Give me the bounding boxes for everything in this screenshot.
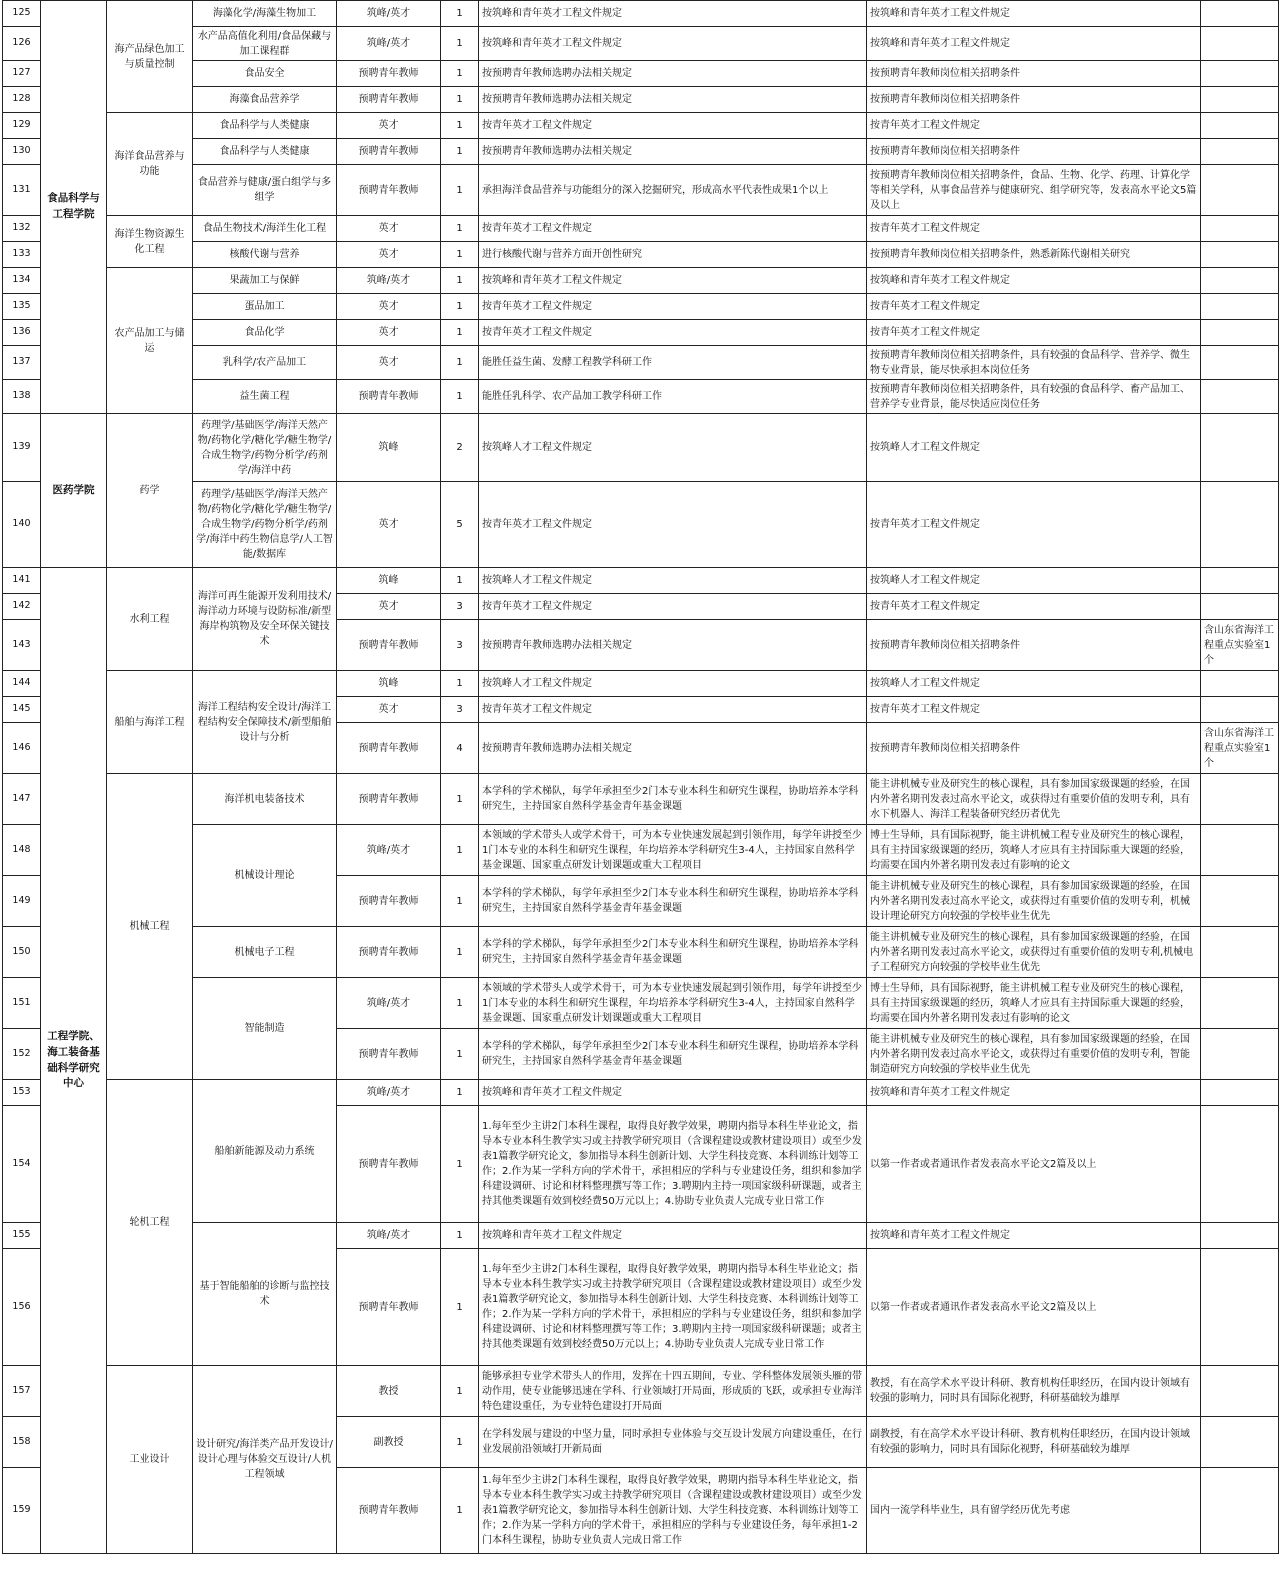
position-type: 英才	[337, 113, 441, 139]
table-row	[3, 139, 1279, 165]
position-type: 预聘青年教师	[337, 87, 441, 113]
remarks	[1201, 1029, 1279, 1080]
row-number: 130	[3, 139, 41, 165]
job-requirements: 按筑峰和青年英才工程文件规定	[867, 268, 1201, 294]
position-count: 2	[441, 414, 479, 482]
research-direction: 果蔬加工与保鲜	[193, 268, 337, 294]
row-number: 150	[3, 927, 41, 978]
job-duties: 按青年英才工程文件规定	[479, 594, 867, 620]
job-duties: 1.每年至少主讲2门本科生课程，取得良好教学效果，聘期内指导本科生毕业论文，指导本专业本科生教学实习或主持教学研究项目（含课程建设或教材建设项目）或至少发表1篇教学研究论文，参加指导本科生创新计划、大学生科技竞赛、本科训练计划等工作；2.作为某一学科方向的学术骨干，承担相应的学科与专业建设任务，每年承担1-2门本科生课程，协助专业负责人完成日常工作	[479, 1468, 867, 1554]
position-type: 预聘青年教师	[337, 927, 441, 978]
remarks	[1201, 876, 1279, 927]
row-number: 148	[3, 825, 41, 876]
job-duties: 本学科的学术梯队，每学年承担至少2门本专业本科生和研究生课程，协助培养本学科研究生，主持国家自然科学基金青年基金课题	[479, 774, 867, 825]
position-type: 英才	[337, 216, 441, 242]
remarks	[1201, 27, 1279, 61]
remarks	[1201, 414, 1279, 482]
position-count: 1	[441, 165, 479, 216]
job-requirements: 教授，有在高学术水平设计科研、教育机构任职经历，在国内设计领域有较强的影响力，同时具有国际化视野，科研基础较为雄厚	[867, 1366, 1201, 1417]
position-count: 1	[441, 1, 479, 27]
table-row	[3, 978, 1279, 1029]
remarks	[1201, 113, 1279, 139]
research-direction: 船舶新能源及动力系统	[193, 1080, 337, 1223]
job-requirements: 能主讲机械专业及研究生的核心课程，具有参加国家级课题的经验，在国内外著名期刊发表过高水平论文，或获得过有重要价值的发明专利,机械电子工程研究方向较强的学校毕业生优先	[867, 927, 1201, 978]
research-direction: 海藻食品营养学	[193, 87, 337, 113]
row-number: 137	[3, 346, 41, 380]
job-duties: 能够承担专业学术带头人的作用，发挥在十四五期间，专业、学科整体发展领头雁的带动作用，使专业能够迅速在学科、行业领域打开局面，形成质的飞跃，或承担专业海洋特色建设重任，为专业特色建设打开局面	[479, 1366, 867, 1417]
remarks	[1201, 346, 1279, 380]
position-count: 1	[441, 1249, 479, 1366]
row-number: 141	[3, 568, 41, 594]
position-count: 1	[441, 774, 479, 825]
discipline-name: 水利工程	[107, 568, 193, 671]
remarks	[1201, 87, 1279, 113]
job-duties: 按筑峰和青年英才工程文件规定	[479, 27, 867, 61]
research-direction: 海洋机电装备技术	[193, 774, 337, 825]
table-row	[3, 1223, 1279, 1249]
research-direction: 食品科学与人类健康	[193, 113, 337, 139]
job-duties: 按筑峰人才工程文件规定	[479, 414, 867, 482]
row-number: 144	[3, 671, 41, 697]
job-requirements: 按青年英才工程文件规定	[867, 113, 1201, 139]
job-requirements: 按预聘青年教师岗位相关招聘条件	[867, 723, 1201, 774]
remarks	[1201, 825, 1279, 876]
table-row	[3, 165, 1279, 216]
row-number: 142	[3, 594, 41, 620]
position-count: 1	[441, 1106, 479, 1223]
position-count: 4	[441, 723, 479, 774]
table-row	[3, 27, 1279, 61]
job-duties: 按预聘青年教师选聘办法相关规定	[479, 87, 867, 113]
remarks	[1201, 1468, 1279, 1554]
position-type: 英才	[337, 594, 441, 620]
row-number: 129	[3, 113, 41, 139]
job-duties: 本学科的学术梯队，每学年承担至少2门本专业本科生和研究生课程，协助培养本学科研究生，主持国家自然科学基金青年基金课题	[479, 927, 867, 978]
remarks	[1201, 61, 1279, 87]
remarks	[1201, 1223, 1279, 1249]
remarks	[1201, 1, 1279, 27]
job-requirements: 按预聘青年教师岗位相关招聘条件，食品、生物、化学、药理、计算化学等相关学科，从事食品营养与健康研究、组学研究等，发表高水平论文5篇及以上	[867, 165, 1201, 216]
job-requirements: 博士生导师，具有国际视野，能主讲机械工程专业及研究生的核心课程，具有主持国家级课题的经历，筑峰人才应具有主持国际重大课题的经验，均需要在国内外著名期刊发表过有影响的论文	[867, 825, 1201, 876]
position-count: 5	[441, 482, 479, 568]
remarks: 含山东省海洋工程重点实验室1个	[1201, 723, 1279, 774]
remarks	[1201, 294, 1279, 320]
remarks	[1201, 978, 1279, 1029]
position-count: 1	[441, 671, 479, 697]
college-name: 食品科学与工程学院	[41, 1, 107, 414]
table-row	[3, 1, 1279, 27]
position-count: 1	[441, 320, 479, 346]
position-type: 预聘青年教师	[337, 1468, 441, 1554]
position-count: 1	[441, 294, 479, 320]
position-count: 3	[441, 697, 479, 723]
position-count: 1	[441, 216, 479, 242]
row-number: 140	[3, 482, 41, 568]
table-row	[3, 568, 1279, 594]
table-row	[3, 268, 1279, 294]
job-requirements: 能主讲机械专业及研究生的核心课程，具有参加国家级课题的经验，在国内外著名期刊发表过高水平论文，或获得过有重要价值的发明专利，智能制造研究方向较强的学校毕业生优先	[867, 1029, 1201, 1080]
position-type: 筑峰	[337, 568, 441, 594]
position-type: 预聘青年教师	[337, 165, 441, 216]
job-duties: 能胜任益生菌、发酵工程教学科研工作	[479, 346, 867, 380]
position-type: 筑峰/英才	[337, 1, 441, 27]
row-number: 125	[3, 1, 41, 27]
row-number: 155	[3, 1223, 41, 1249]
remarks	[1201, 697, 1279, 723]
discipline-name: 船舶与海洋工程	[107, 671, 193, 774]
remarks	[1201, 320, 1279, 346]
job-duties: 按青年英才工程文件规定	[479, 113, 867, 139]
job-requirements: 按筑峰和青年英才工程文件规定	[867, 1223, 1201, 1249]
row-number: 127	[3, 61, 41, 87]
job-duties: 按青年英才工程文件规定	[479, 216, 867, 242]
row-number: 134	[3, 268, 41, 294]
position-count: 1	[441, 825, 479, 876]
position-count: 1	[441, 1417, 479, 1468]
row-number: 139	[3, 414, 41, 482]
research-direction: 海洋工程结构安全设计/海洋工程结构安全保障技术/新型船舶设计与分析	[193, 671, 337, 774]
job-duties: 按青年英才工程文件规定	[479, 320, 867, 346]
job-requirements: 以第一作者或者通讯作者发表高水平论文2篇及以上	[867, 1249, 1201, 1366]
position-count: 1	[441, 27, 479, 61]
remarks	[1201, 594, 1279, 620]
job-duties: 本领域的学术带头人或学术骨干，可为本专业快速发展起到引领作用，每学年讲授至少1门本专业的本科生和研究生课程，年均培养本学科研究生3-4人，主持国家自然科学基金课题、国家重点研发计划课题或重大工程项目	[479, 825, 867, 876]
position-type: 副教授	[337, 1417, 441, 1468]
remarks	[1201, 568, 1279, 594]
discipline-name: 轮机工程	[107, 1080, 193, 1366]
job-requirements: 能主讲机械专业及研究生的核心课程，具有参加国家级课题的经验，在国内外著名期刊发表过高水平论文，或获得过有重要价值的发明专利，具有水下机器人、海洋工程装备研究经历者优先	[867, 774, 1201, 825]
table-row	[3, 320, 1279, 346]
job-requirements: 按筑峰人才工程文件规定	[867, 414, 1201, 482]
research-direction: 水产品高值化利用/食品保藏与加工课程群	[193, 27, 337, 61]
row-number: 126	[3, 27, 41, 61]
research-direction: 核酸代谢与营养	[193, 242, 337, 268]
job-duties: 按筑峰和青年英才工程文件规定	[479, 1223, 867, 1249]
college-name: 医药学院	[41, 414, 107, 568]
job-requirements: 按筑峰和青年英才工程文件规定	[867, 27, 1201, 61]
job-requirements: 按筑峰和青年英才工程文件规定	[867, 1, 1201, 27]
position-count: 1	[441, 380, 479, 414]
position-type: 筑峰/英才	[337, 27, 441, 61]
job-requirements: 按预聘青年教师岗位相关招聘条件	[867, 87, 1201, 113]
position-count: 1	[441, 113, 479, 139]
table-row	[3, 87, 1279, 113]
job-duties: 本学科的学术梯队，每学年承担至少2门本专业本科生和研究生课程，协助培养本学科研究生，主持国家自然科学基金青年基金课题	[479, 1029, 867, 1080]
job-requirements: 按青年英才工程文件规定	[867, 320, 1201, 346]
row-number: 146	[3, 723, 41, 774]
position-type: 筑峰/英才	[337, 1223, 441, 1249]
position-type: 筑峰/英才	[337, 1080, 441, 1106]
position-type: 英才	[337, 242, 441, 268]
position-count: 1	[441, 87, 479, 113]
position-count: 1	[441, 1366, 479, 1417]
position-count: 1	[441, 346, 479, 380]
table-row	[3, 380, 1279, 414]
table-row	[3, 216, 1279, 242]
position-count: 1	[441, 876, 479, 927]
row-number: 133	[3, 242, 41, 268]
job-duties: 承担海洋食品营养与功能组分的深入挖掘研究，形成高水平代表性成果1个以上	[479, 165, 867, 216]
job-duties: 按筑峰和青年英才工程文件规定	[479, 268, 867, 294]
job-duties: 按青年英才工程文件规定	[479, 294, 867, 320]
discipline-name: 海洋生物资源生化工程	[107, 216, 193, 268]
remarks	[1201, 1366, 1279, 1417]
position-type: 预聘青年教师	[337, 620, 441, 671]
table-row	[3, 482, 1279, 568]
job-duties: 按青年英才工程文件规定	[479, 482, 867, 568]
research-direction: 食品生物技术/海洋生化工程	[193, 216, 337, 242]
position-type: 预聘青年教师	[337, 1029, 441, 1080]
row-number: 132	[3, 216, 41, 242]
row-number: 143	[3, 620, 41, 671]
position-type: 预聘青年教师	[337, 723, 441, 774]
remarks	[1201, 216, 1279, 242]
row-number: 128	[3, 87, 41, 113]
position-type: 预聘青年教师	[337, 61, 441, 87]
position-type: 英才	[337, 320, 441, 346]
research-direction: 食品安全	[193, 61, 337, 87]
job-duties: 按筑峰和青年英才工程文件规定	[479, 1, 867, 27]
remarks	[1201, 1417, 1279, 1468]
job-requirements: 按预聘青年教师岗位相关招聘条件，熟悉新陈代谢相关研究	[867, 242, 1201, 268]
table-row	[3, 294, 1279, 320]
job-requirements: 以第一作者或者通讯作者发表高水平论文2篇及以上	[867, 1106, 1201, 1223]
position-type: 筑峰	[337, 414, 441, 482]
table-row	[3, 825, 1279, 876]
research-direction: 食品化学	[193, 320, 337, 346]
remarks: 含山东省海洋工程重点实验室1个	[1201, 620, 1279, 671]
table-row	[3, 1080, 1279, 1106]
table-row	[3, 61, 1279, 87]
research-direction: 药理学/基础医学/海洋天然产物/药物化学/糖化学/糖生物学/合成生物学/药物分析学/药剂学/海洋中药	[193, 414, 337, 482]
position-type: 英才	[337, 697, 441, 723]
position-count: 1	[441, 1080, 479, 1106]
job-duties: 按预聘青年教师选聘办法相关规定	[479, 620, 867, 671]
row-number: 135	[3, 294, 41, 320]
job-requirements: 按青年英才工程文件规定	[867, 594, 1201, 620]
position-type: 预聘青年教师	[337, 876, 441, 927]
position-count: 1	[441, 978, 479, 1029]
table-row	[3, 414, 1279, 482]
job-requirements: 按预聘青年教师岗位相关招聘条件，具有较强的食品科学、畜产品加工、营养学专业背景，能尽快适应岗位任务	[867, 380, 1201, 414]
position-count: 1	[441, 139, 479, 165]
position-type: 预聘青年教师	[337, 1106, 441, 1223]
job-requirements: 博士生导师，具有国际视野，能主讲机械工程专业及研究生的核心课程，具有主持国家级课题的经历，筑峰人才应具有主持国际重大课题的经验，均需要在国内外著名期刊发表过有影响的论文	[867, 978, 1201, 1029]
job-requirements: 按青年英才工程文件规定	[867, 697, 1201, 723]
position-type: 英才	[337, 294, 441, 320]
table-row	[3, 1366, 1279, 1417]
discipline-name: 机械工程	[107, 774, 193, 1080]
remarks	[1201, 482, 1279, 568]
research-direction: 机械设计理论	[193, 825, 337, 927]
row-number: 157	[3, 1366, 41, 1417]
job-requirements: 按筑峰和青年英才工程文件规定	[867, 1080, 1201, 1106]
table-row	[3, 774, 1279, 825]
remarks	[1201, 242, 1279, 268]
row-number: 156	[3, 1249, 41, 1366]
job-duties: 能胜任乳科学、农产品加工教学科研工作	[479, 380, 867, 414]
research-direction: 智能制造	[193, 978, 337, 1080]
remarks	[1201, 774, 1279, 825]
research-direction: 海洋可再生能源开发利用技术/海洋动力环境与设防标准/新型海岸构筑物及安全环保关键技术	[193, 568, 337, 671]
job-duties: 进行核酸代谢与营养方面开创性研究	[479, 242, 867, 268]
research-direction: 设计研究/海洋类产品开发设计/设计心理与体验交互设计/人机工程领域	[193, 1366, 337, 1554]
job-duties: 按青年英才工程文件规定	[479, 697, 867, 723]
college-name: 工程学院、海工装备基础科学研究中心	[41, 568, 107, 1554]
research-direction: 药理学/基础医学/海洋天然产物/药物化学/糖化学/糖生物学/合成生物学/药物分析学/药剂学/海洋中药生物信息学/人工智能/数据库	[193, 482, 337, 568]
position-type: 教授	[337, 1366, 441, 1417]
remarks	[1201, 1080, 1279, 1106]
remarks	[1201, 380, 1279, 414]
recruitment-table	[2, 0, 1279, 1554]
row-number: 152	[3, 1029, 41, 1080]
table-row	[3, 113, 1279, 139]
job-requirements: 按筑峰人才工程文件规定	[867, 568, 1201, 594]
position-type: 筑峰	[337, 671, 441, 697]
job-duties: 在学科发展与建设的中坚力量，同时承担专业体验与交互设计发展方向建设重任，在行业发展前沿领域打开新局面	[479, 1417, 867, 1468]
research-direction: 海藻化学/海藻生物加工	[193, 1, 337, 27]
position-count: 1	[441, 568, 479, 594]
discipline-name: 农产品加工与储运	[107, 268, 193, 414]
position-type: 英才	[337, 346, 441, 380]
discipline-name: 海产品绿色加工与质量控制	[107, 1, 193, 113]
position-count: 1	[441, 61, 479, 87]
position-count: 1	[441, 242, 479, 268]
row-number: 147	[3, 774, 41, 825]
job-duties: 本领域的学术带头人或学术骨干，可为本专业快速发展起到引领作用，每学年讲授至少1门本专业的本科生和研究生课程，年均培养本学科研究生3-4人，主持国家自然科学基金课题、国家重点研发计划课题或重大工程项目	[479, 978, 867, 1029]
position-count: 3	[441, 594, 479, 620]
research-direction: 食品营养与健康/蛋白组学与多组学	[193, 165, 337, 216]
row-number: 154	[3, 1106, 41, 1223]
row-number: 136	[3, 320, 41, 346]
research-direction: 食品科学与人类健康	[193, 139, 337, 165]
job-requirements: 国内一流学科毕业生，具有留学经历优先考虑	[867, 1468, 1201, 1554]
research-direction: 益生菌工程	[193, 380, 337, 414]
job-duties: 按筑峰和青年英才工程文件规定	[479, 1080, 867, 1106]
job-requirements: 按预聘青年教师岗位相关招聘条件	[867, 139, 1201, 165]
remarks	[1201, 268, 1279, 294]
job-duties: 1.每年至少主讲2门本科生课程，取得良好教学效果，聘期内指导本科生毕业论文，指导本专业本科生教学实习或主持教学研究项目（含课程建设或教材建设项目）或至少发表1篇教学研究论文，参加指导本科生创新计划、大学生科技竞赛、本科训练计划等工作；2.作为某一学科方向的学术骨干，承担相应的学科与专业建设任务，组织和参加学科建设调研、讨论和材料整理撰写等工作；3.聘期内主持一项国家级科研课题，或者主持其他类课题有效到校经费50万元以上；4.协助专业负责人完成专业日常工作	[479, 1106, 867, 1223]
position-type: 筑峰/英才	[337, 268, 441, 294]
row-number: 158	[3, 1417, 41, 1468]
position-type: 预聘青年教师	[337, 139, 441, 165]
remarks	[1201, 1106, 1279, 1223]
position-count: 1	[441, 268, 479, 294]
job-requirements: 按青年英才工程文件规定	[867, 216, 1201, 242]
job-duties: 按预聘青年教师选聘办法相关规定	[479, 61, 867, 87]
position-count: 3	[441, 620, 479, 671]
remarks	[1201, 671, 1279, 697]
discipline-name: 工业设计	[107, 1366, 193, 1554]
job-duties: 按预聘青年教师选聘办法相关规定	[479, 723, 867, 774]
table-row	[3, 242, 1279, 268]
discipline-name: 海洋食品营养与功能	[107, 113, 193, 216]
position-count: 1	[441, 927, 479, 978]
position-type: 筑峰/英才	[337, 825, 441, 876]
job-duties: 本学科的学术梯队，每学年承担至少2门本专业本科生和研究生课程，协助培养本学科研究生，主持国家自然科学基金青年基金课题	[479, 876, 867, 927]
position-type: 筑峰/英才	[337, 978, 441, 1029]
row-number: 159	[3, 1468, 41, 1554]
row-number: 138	[3, 380, 41, 414]
row-number: 131	[3, 165, 41, 216]
remarks	[1201, 165, 1279, 216]
research-direction: 机械电子工程	[193, 927, 337, 978]
job-requirements: 按预聘青年教师岗位相关招聘条件	[867, 620, 1201, 671]
job-duties: 按筑峰人才工程文件规定	[479, 671, 867, 697]
position-type: 英才	[337, 482, 441, 568]
row-number: 149	[3, 876, 41, 927]
job-duties: 按预聘青年教师选聘办法相关规定	[479, 139, 867, 165]
remarks	[1201, 927, 1279, 978]
job-requirements: 能主讲机械专业及研究生的核心课程，具有参加国家级课题的经验，在国内外著名期刊发表过高水平论文，或获得过有重要价值的发明专利，机械设计理论研究方向较强的学校毕业生优先	[867, 876, 1201, 927]
job-requirements: 副教授，有在高学术水平设计科研、教育机构任职经历，在国内设计领域有较强的影响力，同时具有国际化视野，科研基础较为雄厚	[867, 1417, 1201, 1468]
table-row	[3, 671, 1279, 697]
job-requirements: 按预聘青年教师岗位相关招聘条件	[867, 61, 1201, 87]
position-count: 1	[441, 1029, 479, 1080]
position-type: 预聘青年教师	[337, 380, 441, 414]
position-count: 1	[441, 1468, 479, 1554]
research-direction: 乳科学/农产品加工	[193, 346, 337, 380]
row-number: 151	[3, 978, 41, 1029]
job-requirements: 按青年英才工程文件规定	[867, 482, 1201, 568]
research-direction: 蛋品加工	[193, 294, 337, 320]
remarks	[1201, 1249, 1279, 1366]
row-number: 153	[3, 1080, 41, 1106]
position-type: 预聘青年教师	[337, 1249, 441, 1366]
discipline-name: 药学	[107, 414, 193, 568]
job-requirements: 按青年英才工程文件规定	[867, 294, 1201, 320]
table-row	[3, 346, 1279, 380]
job-duties: 1.每年至少主讲2门本科生课程，取得良好教学效果，聘期内指导本科生毕业论文；指导本专业本科生教学实习或主持教学研究项目（含课程建设或教材建设项目）或至少发表1篇教学研究论文，参加指导本科生创新计划、大学生科技竞赛、本科训练计划等工作；2.作为某一学科方向的学术骨干，承担相应的学科与专业建设任务，组织和参加学科建设调研、讨论和材料整理撰写等工作；3.聘期内主持一项国家级科研课题；或者主持其他类课题有效到校经费50万元以上；4.协助专业负责人完成专业日常工作	[479, 1249, 867, 1366]
job-duties: 按筑峰人才工程文件规定	[479, 568, 867, 594]
job-requirements: 按预聘青年教师岗位相关招聘条件，具有较强的食品科学、营养学、微生物专业背景，能尽快承担本岗位任务	[867, 346, 1201, 380]
row-number: 145	[3, 697, 41, 723]
table-row	[3, 927, 1279, 978]
position-type: 预聘青年教师	[337, 774, 441, 825]
job-requirements: 按筑峰人才工程文件规定	[867, 671, 1201, 697]
position-count: 1	[441, 1223, 479, 1249]
remarks	[1201, 139, 1279, 165]
research-direction: 基于智能船舶的诊断与监控技术	[193, 1223, 337, 1366]
